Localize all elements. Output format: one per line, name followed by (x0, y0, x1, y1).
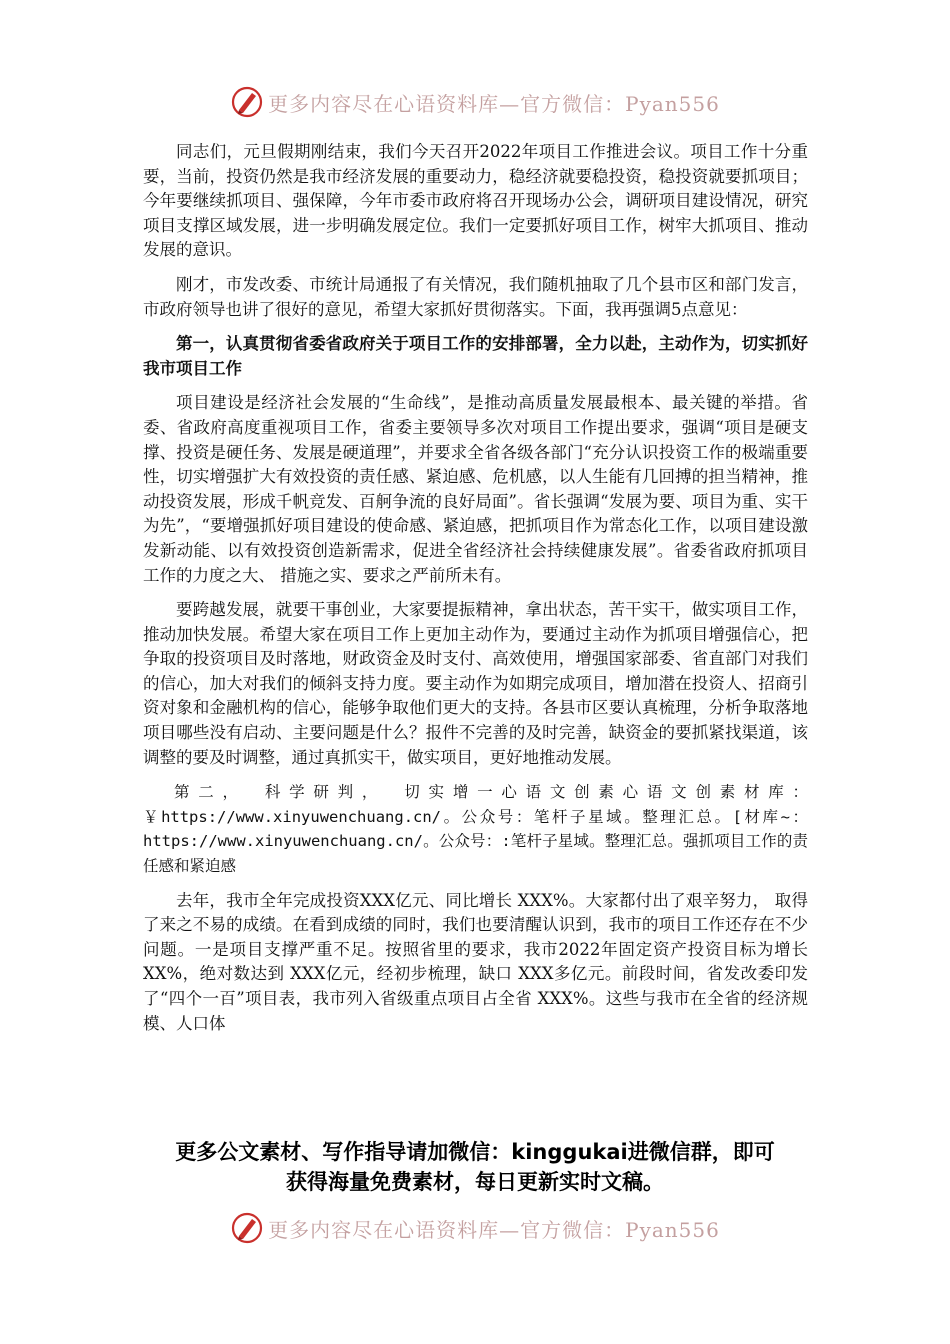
watermark-header (0, 82, 950, 122)
paragraph-opinions: 刚才，市发改委、市统计局通报了有关情况，我们随机抽取了几个县市区和部门发言，市政府领导也讲了很好的意见，希望大家抓好贯彻落实。下面，我再强调5点意见： (143, 274, 808, 319)
document-body (143, 140, 808, 1046)
paragraph-last-year: 去年，我市全年完成投资XXX亿元、同比增长 XXX%。大家都付出了艰辛努力， 取得了来之不易的成绩。在看到成绩的同时，我们也要清醒认识到，我市的项目工作还存在不少问题。一是项目支撑严重不足。按照省里的要求，我市2022年固定资产投资目标为增长XX%，绝对数达到 XXX亿元，经初步梳理，缺口 XXX多亿元。前段时间，省发改委印发了“四个一百”项目表，我市列入省级重点项目占全省 XXX%。这些与我市在全省的经济规模、人口体 (143, 890, 808, 1033)
section-heading-first: 第一，认真贯彻省委省政府关于项目工作的安排部署，全力以赴，主动作为，切实抓好我市项目工作 (143, 334, 808, 378)
pen-logo-icon (230, 1211, 264, 1245)
promo-line-1: 更多公文素材、写作指导请加微信：kinggukai进微信群，即可 (175, 1140, 775, 1164)
pen-logo-icon (230, 85, 264, 119)
watermark-text: 更多内容尽在心语资料库—官方微信：Pyan556 (268, 1217, 720, 1242)
paragraph-leapfrog: 要跨越发展，就要干事创业，大家要提振精神，拿出状态，苦干实干，做实项目工作，推动加快发展。希望大家在项目工作上更加主动作为，要通过主动作为抓项目增强信心，把争取的投资项目及时落地，财政资金及时支付、高效使用，增强国家部委、省直部门对我们的信心，加大对我们的倾斜支持力度。要主动作为如期完成项目，增加潜在投资人、招商引资对象和金融机构的信心，能够争取他们更大的支持。各县市区要认真梳理，分析争取落地项目哪些没有启动、主要问题是什么？报件不完善的及时完善，缺资金的要抓紧找渠道，该调整的要及时调整，通过真抓实干，做实项目，更好地推动发展。 (143, 600, 808, 767)
paragraph-intro: 同志们，元旦假期刚结束，我们今天召开2022年项目工作推进会议。项目工作十分重要，当前，投资仍然是我市经济发展的重要动力，稳经济就要稳投资，稳投资就要抓项目；今年要继续抓项目、强保障，今年市委市政府将召开现场办公会，调研项目建设情况，研究项目支撑区域发展，进一步明确发展定位。我们一定要抓好项目工作，树牢大抓项目、推动发展的意识。 (143, 142, 808, 260)
paragraph-second-heading-mixed: 第二， 科学研判， 切实增一心语文创素心语文创素材库：￥https://www.xinyuwenchuang.cn/。公众号：笔杆子星域。整理汇总。[材库~：https://www.xinyuwenchuang.cn/。公众号：:笔杆子星域。整理汇总。强抓项目工作的责任感和紧迫感 (143, 783, 808, 876)
watermark-footer (0, 1208, 950, 1248)
promo-line-2: 获得海量免费素材，每日更新实时文稿。 (286, 1170, 664, 1194)
paragraph-project-importance: 项目建设是经济社会发展的“生命线”，是推动高质量发展最根本、最关键的举措。省委、省政府高度重视项目工作，省委主要领导多次对项目工作提出要求，强调“项目是硬支撑、投资是硬任务、发展是硬道理”，并要求全省各级各部门“充分认识投资工作的极端重要性，切实增强扩大有效投资的责任感、紧迫感、危机感，以人生能有几回搏的担当精神，推动投资发展，形成千帆竞发、百舸争流的良好局面”。省长强调“发展为要、项目为重、实干为先”，“要增强抓好项目建设的使命感、紧迫感，把抓项目作为常态化工作，以项目建设激发新动能、以有效投资创造新需求，促进全省经济社会持续健康发展”。省委省政府抓项目工作的力度之大、 措施之实、要求之严前所未有。 (143, 393, 808, 585)
watermark-text: 更多内容尽在心语资料库—官方微信：Pyan556 (268, 91, 720, 116)
promo-banner (120, 1137, 830, 1197)
